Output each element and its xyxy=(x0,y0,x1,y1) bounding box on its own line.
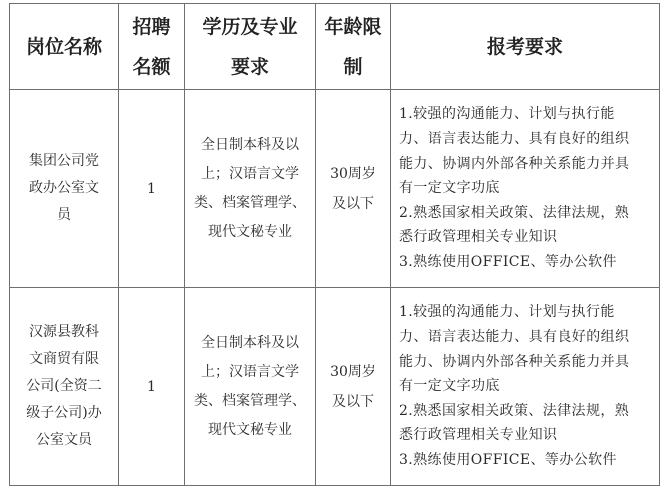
requirement-line: 1.较强的沟通能力、计划与执行能 xyxy=(399,304,615,321)
requirement-line: 有一定文字功底 xyxy=(399,180,500,197)
quota-cell xyxy=(119,90,185,288)
quota-cell xyxy=(119,288,185,486)
requirement-line: 2.熟悉国家相关政策、法律法规，熟 xyxy=(399,204,630,221)
header-position xyxy=(10,4,119,90)
requirement-line: 2.熟悉国家相关政策、法律法规，熟 xyxy=(399,402,630,419)
education-cell xyxy=(185,288,316,486)
education-line: 现代文秘专业 xyxy=(208,421,292,438)
header-quota-line: 名额 xyxy=(132,55,171,78)
position-line: 汉源县教科 xyxy=(29,324,99,340)
requirement-line: 有一定文字功底 xyxy=(399,378,500,395)
requirement-line: 力、语言表达能力、具有良好的组织 xyxy=(399,329,630,346)
education-line: 现代文秘专业 xyxy=(208,223,292,240)
position-line: 公司(全资二 xyxy=(26,378,102,394)
requirement-line: 能力、协调内外部各种关系能力并具 xyxy=(399,155,630,172)
position-line: 公室文员 xyxy=(36,432,92,448)
age-cell xyxy=(316,90,391,288)
recruitment-table xyxy=(9,3,660,486)
requirement-line: 力、语言表达能力、具有良好的组织 xyxy=(399,131,630,148)
position-line: 文商贸有限 xyxy=(29,351,99,367)
position-line: 员 xyxy=(57,207,71,223)
header-age xyxy=(316,4,391,90)
education-cell xyxy=(185,90,316,288)
table-row xyxy=(10,288,660,486)
requirement-line: 3.熟练使用OFFICE、等办公软件 xyxy=(399,451,617,468)
header-age-line: 年龄限 xyxy=(324,15,382,38)
requirement-line: 3.熟练使用OFFICE、等办公软件 xyxy=(399,253,617,270)
position-cell xyxy=(10,90,119,288)
education-line: 上；汉语言文学 xyxy=(201,165,299,182)
header-requirements xyxy=(391,4,660,90)
age-line: 30周岁 xyxy=(330,165,376,182)
header-education xyxy=(185,4,316,90)
education-line: 类、档案管理学、 xyxy=(194,194,306,211)
education-line: 全日制本科及以 xyxy=(201,136,299,153)
position-line: 政办公室文 xyxy=(29,180,99,196)
requirements-cell xyxy=(391,288,660,486)
header-requirements-line: 报考要求 xyxy=(486,35,563,58)
requirement-line: 悉行政管理相关专业知识 xyxy=(399,427,558,444)
age-line: 及以下 xyxy=(332,195,374,212)
requirements-cell xyxy=(391,90,660,288)
education-line: 全日制本科及以 xyxy=(201,334,299,351)
education-line: 上；汉语言文学 xyxy=(201,363,299,380)
age-line: 30周岁 xyxy=(330,363,376,380)
quota-value: 1 xyxy=(147,180,156,197)
header-quota-line: 招聘 xyxy=(132,15,171,38)
header-quota xyxy=(119,4,185,90)
age-line: 及以下 xyxy=(332,393,374,410)
quota-value: 1 xyxy=(147,378,156,395)
position-cell xyxy=(10,288,119,486)
age-cell xyxy=(316,288,391,486)
table-row xyxy=(10,90,660,288)
requirement-line: 悉行政管理相关专业知识 xyxy=(399,229,558,246)
header-education-line: 要求 xyxy=(230,55,269,78)
header-age-line: 制 xyxy=(343,55,363,78)
header-education-line: 学历及专业 xyxy=(202,15,298,38)
requirement-line: 1.较强的沟通能力、计划与执行能 xyxy=(399,106,615,123)
requirement-line: 能力、协调内外部各种关系能力并具 xyxy=(399,353,630,370)
education-line: 类、档案管理学、 xyxy=(194,392,306,409)
header-position-line: 岗位名称 xyxy=(25,35,102,58)
position-line: 集团公司党 xyxy=(29,153,99,169)
header-row xyxy=(10,4,660,90)
position-line: 级子公司)办 xyxy=(26,405,102,421)
